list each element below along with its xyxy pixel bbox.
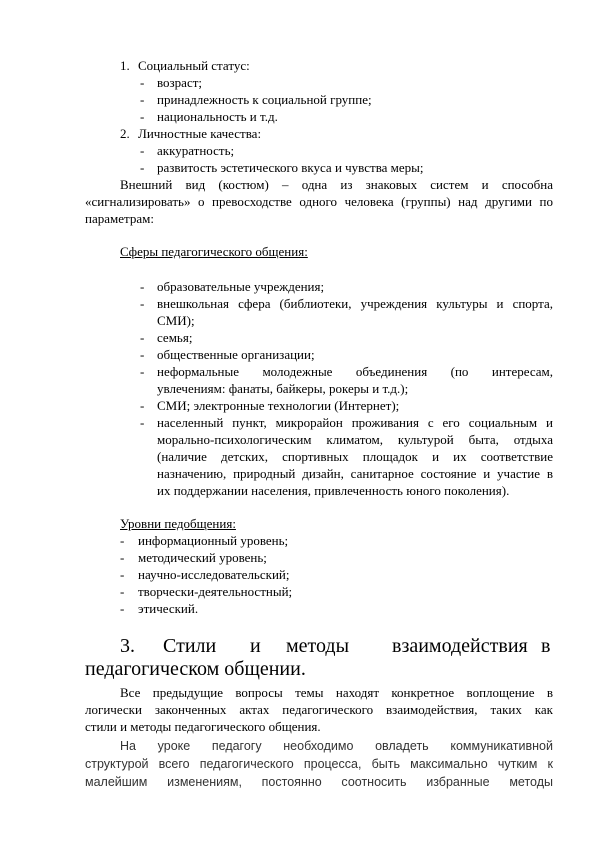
- list-number: 1.: [120, 58, 130, 73]
- list-item-cont: увлечениям: фанаты, байкеры, рокеры и т.д.);: [157, 381, 409, 396]
- list-number: 2.: [120, 126, 130, 141]
- section-heading: Сферы педагогического общения:: [120, 244, 308, 259]
- dash-bullet: -: [120, 567, 125, 582]
- paragraph-line: структурой всего педагогического процесса, быть максимально чутким к: [85, 757, 553, 771]
- heading-word: методы: [286, 635, 350, 657]
- paragraph-line: параметрам:: [85, 211, 154, 226]
- list-item: информационный уровень;: [138, 533, 289, 548]
- dash-bullet: -: [140, 415, 145, 430]
- list-item: СМИ; электронные технологии (Интернет);: [157, 398, 400, 413]
- list-item: творчески-деятельностный;: [138, 584, 293, 599]
- heading-word: и: [250, 635, 261, 657]
- section-heading: Уровни педобщения:: [120, 516, 236, 531]
- dash-bullet: -: [140, 160, 145, 175]
- dash-bullet: -: [140, 75, 145, 90]
- heading-word: взаимодействия: [392, 635, 528, 657]
- sub-list-item: аккуратность;: [157, 143, 235, 158]
- list-item: населенный пункт, микрорайон проживания с его социальным и: [157, 415, 553, 430]
- list-item: неформальные молодежные объединения (по интересам,: [157, 364, 553, 379]
- dash-bullet: -: [120, 550, 125, 565]
- sub-list-item: национальность и т.д.: [157, 109, 278, 124]
- list-item-cont: морально-психологическим климатом, культурой быта, отдыха: [157, 432, 553, 447]
- dash-bullet: -: [140, 143, 145, 158]
- list-item-label: Личностные качества:: [138, 126, 262, 141]
- list-item: семья;: [157, 330, 193, 345]
- paragraph-line: стили и методы педагогического общения.: [85, 719, 321, 734]
- list-item-cont: их поддержании населения, привлеченность юного поколения).: [157, 483, 510, 498]
- dash-bullet: -: [140, 364, 145, 379]
- section-number: 3.: [120, 635, 135, 657]
- sub-list-item: принадлежность к социальной группе;: [157, 92, 372, 107]
- paragraph-line: Все предыдущие вопросы темы находят конкретное воплощение в: [120, 685, 553, 700]
- dash-bullet: -: [140, 330, 145, 345]
- list-item: научно-исследовательский;: [138, 567, 290, 582]
- dash-bullet: -: [120, 584, 125, 599]
- list-item-cont: (наличие детских, спортивных площадок и их соответствие: [157, 449, 553, 464]
- paragraph-line: логически законченных актах педагогического взаимодействия, таких как: [85, 702, 553, 717]
- heading-word: Стили: [163, 635, 217, 657]
- dash-bullet: -: [140, 296, 145, 311]
- list-item-label: Социальный статус:: [138, 58, 250, 73]
- dash-bullet: -: [140, 109, 145, 124]
- list-item: внешкольная сфера (библиотеки, учреждения культуры и спорта,: [157, 296, 553, 311]
- list-item-cont: назначению, природный дизайн, санитарное состояние и участие в: [157, 466, 553, 481]
- sub-list-item: развитость эстетического вкуса и чувства меры;: [157, 160, 424, 175]
- heading-word: в: [541, 635, 551, 657]
- paragraph-line: «сигнализировать» о превосходстве одного человека (группы) над другими по: [85, 194, 553, 209]
- sub-list-item: возраст;: [157, 75, 203, 90]
- list-item: образовательные учреждения;: [157, 279, 325, 294]
- list-item: методический уровень;: [138, 550, 267, 565]
- list-item: общественные организации;: [157, 347, 315, 362]
- list-item: этический.: [138, 601, 199, 616]
- paragraph-line: малейшим изменениям, постоянно соотносить избранные методы: [85, 775, 553, 789]
- list-item-cont: СМИ);: [157, 313, 195, 328]
- heading-line: педагогическом общении.: [85, 658, 306, 680]
- dash-bullet: -: [140, 279, 145, 294]
- dash-bullet: -: [120, 533, 125, 548]
- paragraph-line: На уроке педагогу необходимо овладеть коммуникативной: [120, 739, 553, 753]
- dash-bullet: -: [140, 92, 145, 107]
- dash-bullet: -: [140, 398, 145, 413]
- dash-bullet: -: [140, 347, 145, 362]
- dash-bullet: -: [120, 601, 125, 616]
- paragraph-line: Внешний вид (костюм) – одна из знаковых систем и способна: [120, 177, 553, 192]
